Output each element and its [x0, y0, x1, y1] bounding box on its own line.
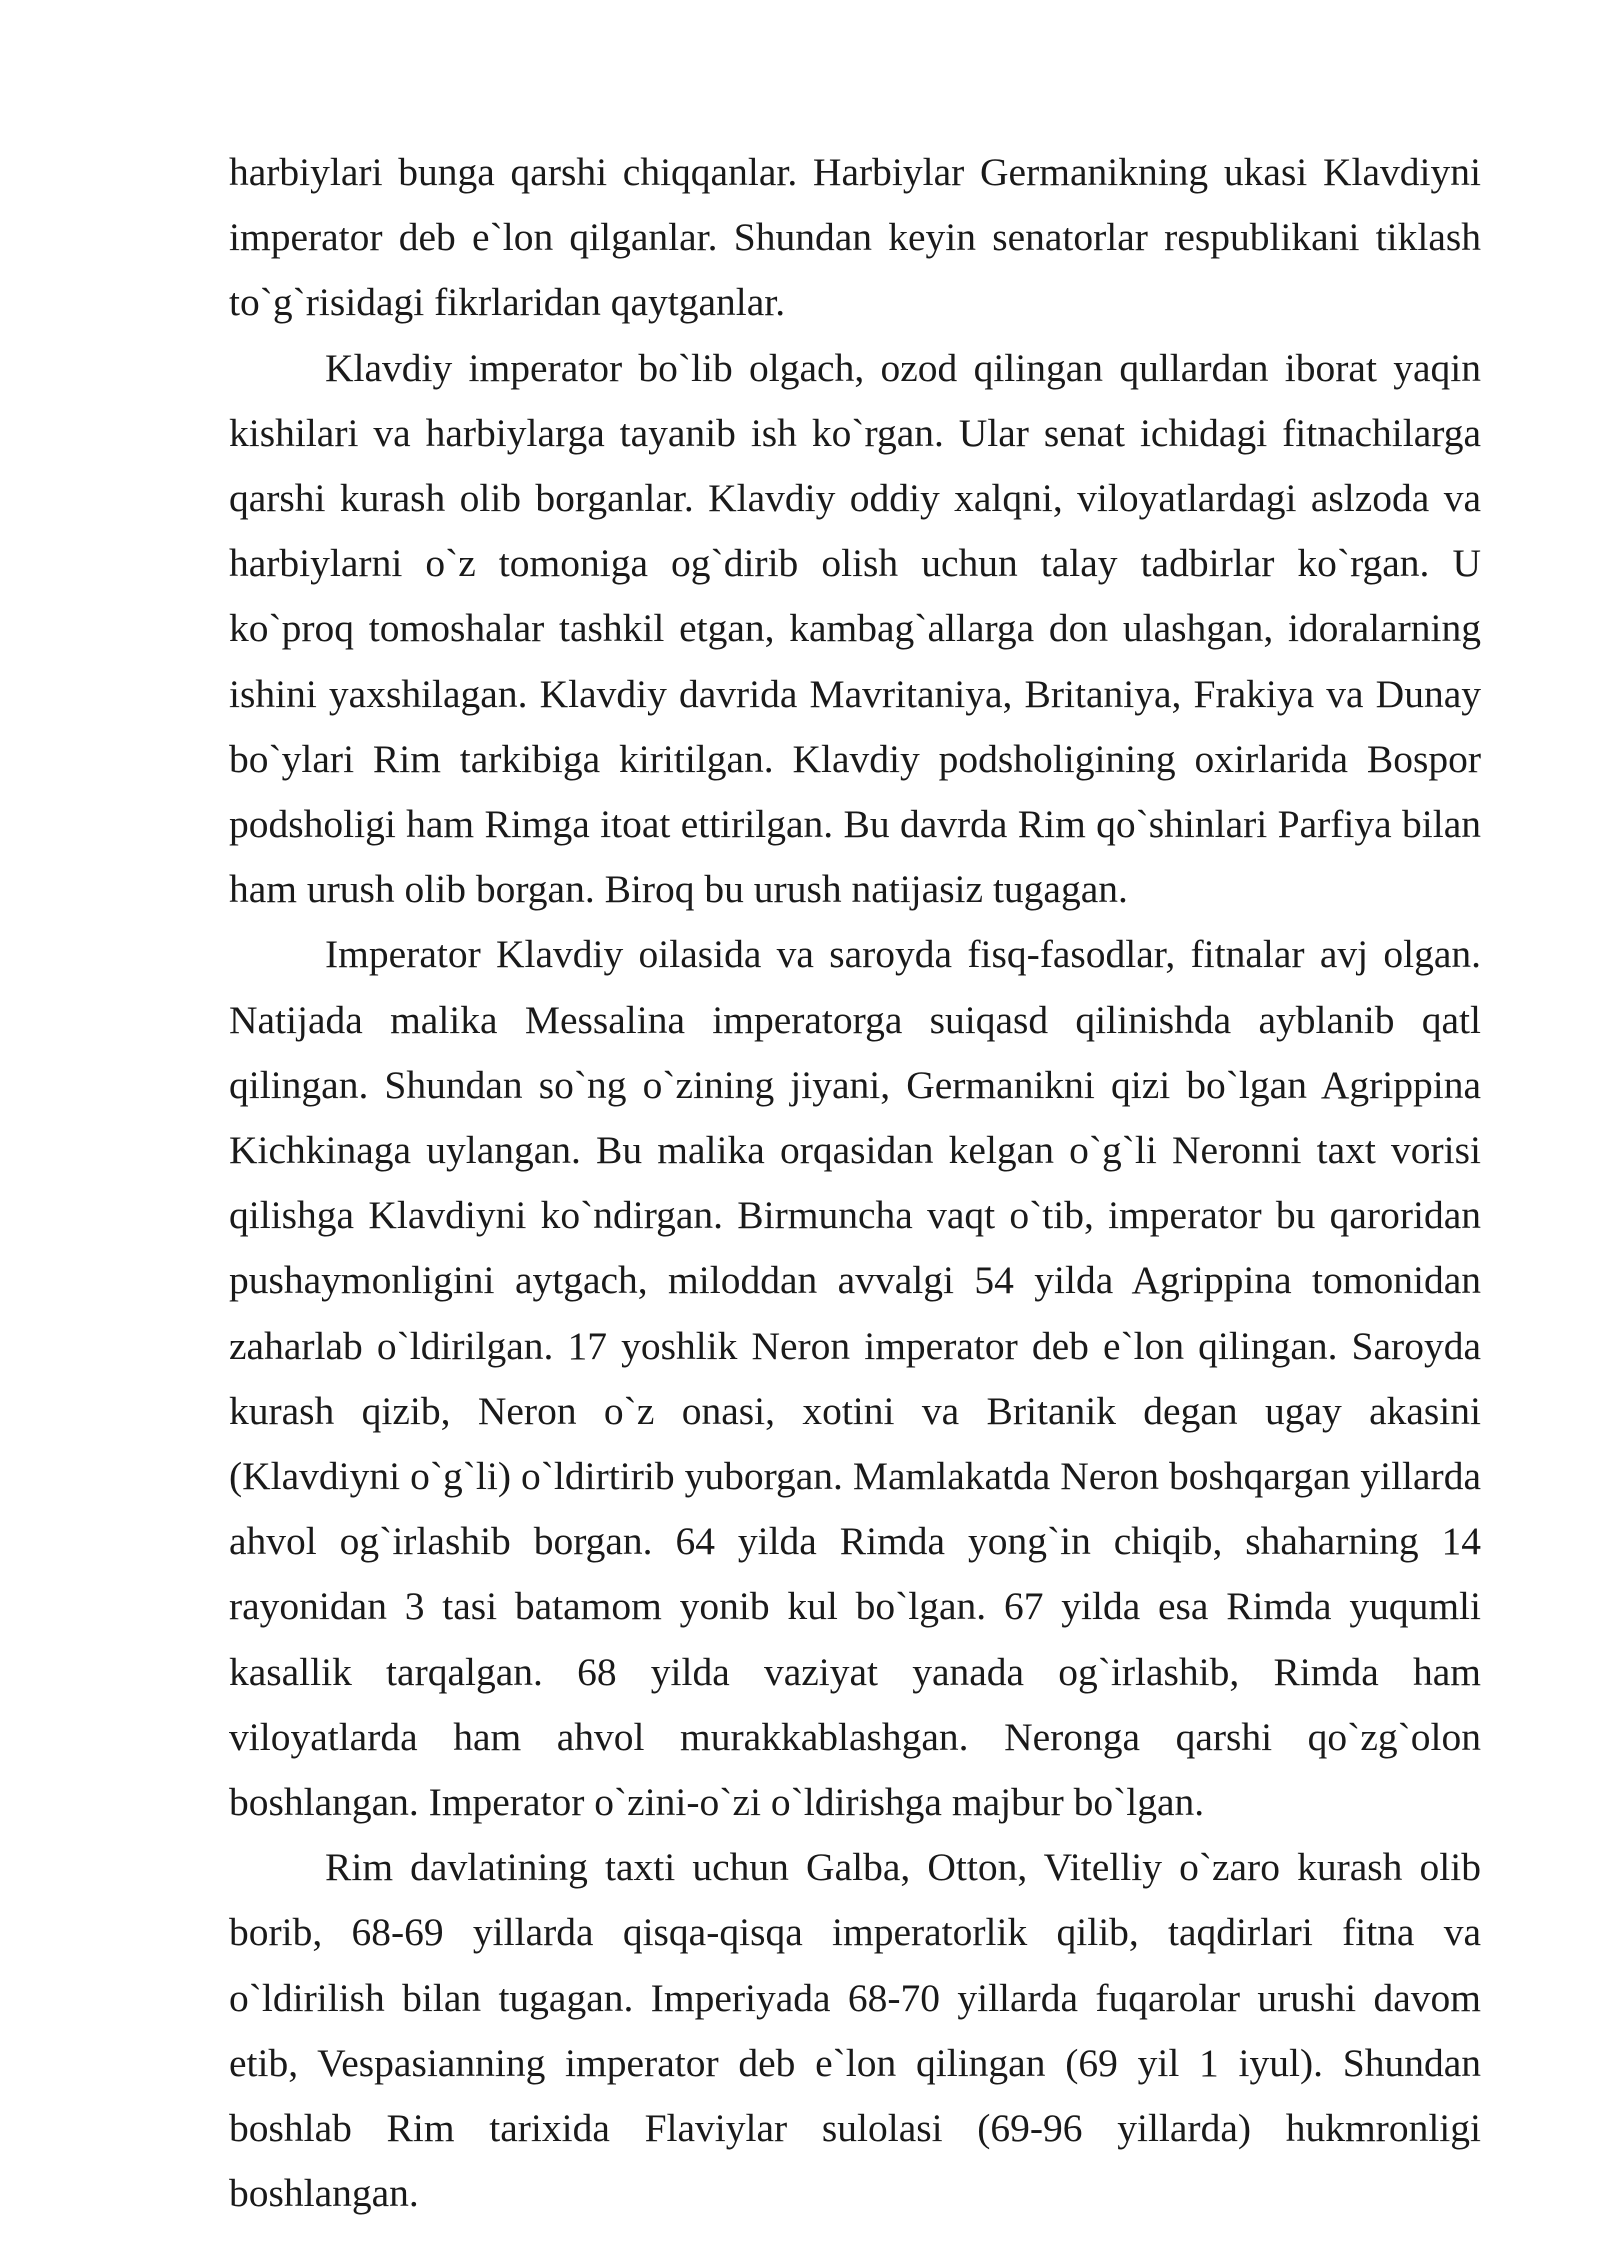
paragraph-3: Imperator Klavdiy oilasida va saroyda fisq-fasodlar, fitnalar avj olgan. Natijada malika Messalina imperatorga suiqasd qilinishda ayblanib qatl qilingan. Shundan so`ng o`zining jiyani, Germanikni qizi bo`lgan Agrippina Kichkinaga uylangan. Bu malika orqasidan kelgan o`g`li Neronni taxt vorisi qilishga Klavdiyni ko`ndirgan. Birmuncha vaqt o`tib, imperator bu qaroridan pushaymonligini aytgach, miloddan avvalgi 54 yilda Agrippina tomonidan zaharlab o`ldirilgan. 17 yoshlik Neron imperator deb e`lon qilingan. Saroyda kurash qizib, Neron o`z onasi, xotini va Britanik degan ugay akasini (Klavdiyni o`g`li) o`ldirtirib yuborgan. Mamlakatda Neron boshqargan yillarda ahvol og`irlashib borgan. 64 yilda Rimda yong`in chiqib, shaharning 14 rayonidan 3 tasi batamom yonib kul bo`lgan. 67 yilda esa Rimda yuqumli kasallik tarqalgan. 68 yilda vaziyat yanada og`irlashib, Rimda ham viloyatlarda ham ahvol murakkablashgan. Neronga qarshi qo`zg`olon boshlangan. Imperator o`zini-o`zi o`ldirishga majbur bo`lgan. — [229, 932, 1481, 1825]
paragraph-4: Rim davlatining taxti uchun Galba, Otton, Vitelliy o`zaro kurash olib borib, 68-69 yillarda qisqa-qisqa imperatorlik qilib, taqdirlari fitna va o`ldirilish bilan tugagan. Imperiyada 68-70 yillarda fuqarolar urushi davom etib, Vespasianning imperator deb e`lon qilingan (69 yil 1 iyul). Shundan boshlab Rim tarixida Flaviylar sulolasi (69-96 yillarda) hukmronligi boshlangan. — [229, 1845, 1481, 2216]
paragraph-2: Klavdiy imperator bo`lib olgach, ozod qilingan qullardan iborat yaqin kishilari va harbiylarga tayanib ish ko`rgan. Ular senat ichidagi fitnachilarga qarshi kurash olib borganlar. Klavdiy oddiy xalqni, viloyatlardagi aslzoda va harbiylarni o`z tomoniga og`dirib olish uchun talay tadbirlar ko`rgan. U ko`proq tomoshalar tashkil etgan, kambag`allarga don ulashgan, idoralarning ishini yaxshilagan. Klavdiy davrida Mavritaniya, Britaniya, Frakiya va Dunay bo`ylari Rim tarkibiga kiritilgan. Klavdiy podsholigining oxirlarida Bospor podsholigi ham Rimga itoat ettirilgan. Bu davrda Rim qo`shinlari Parfiya bilan ham urush olib borgan. Biroq bu urush natijasiz tugagan. — [229, 345, 1481, 912]
document-body — [229, 140, 1481, 2227]
paragraph-1: harbiylari bunga qarshi chiqqanlar. Harbiylar Germanikning ukasi Klavdiyni imperator deb e`lon qilganlar. Shundan keyin senatorlar respublikani tiklash to`g`risidagi fikrlaridan qaytganlar. — [229, 150, 1481, 325]
